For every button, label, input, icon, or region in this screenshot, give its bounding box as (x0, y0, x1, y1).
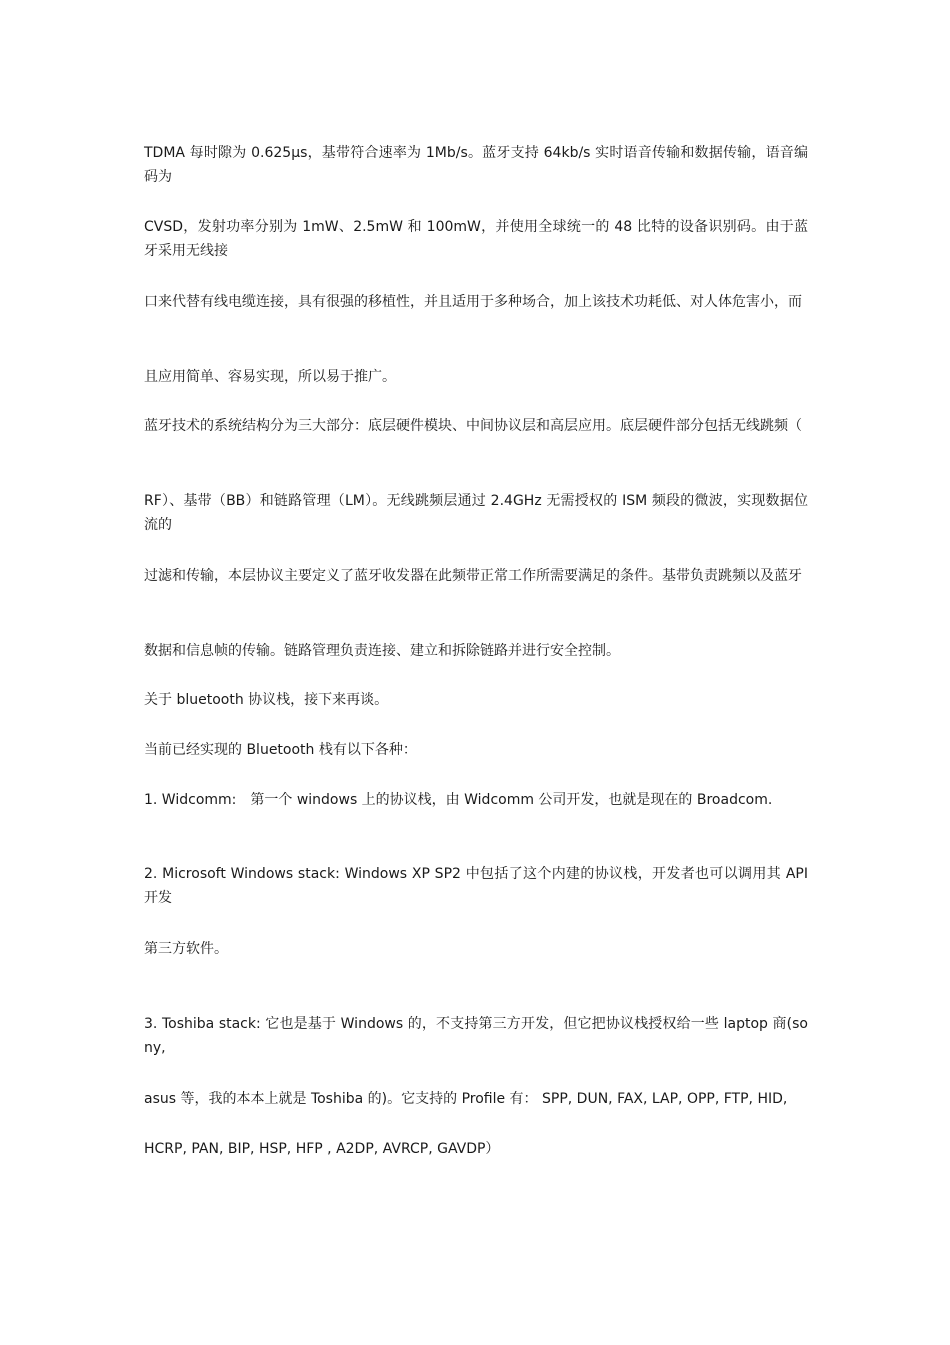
paragraph-interface: 口来代替有线电缆连接，具有很强的移植性，并且适用于多种场合，加上该技术功耗低、对人体危害小，而 (144, 294, 802, 310)
list-item-toshiba-stack: 3. Toshiba stack: 它也是基于 Windows 的，不支持第三方开发，但它把协议栈授权给一些 laptop 商(sony, (144, 1016, 808, 1056)
list-item-microsoft-stack: 2. Microsoft Windows stack: Windows XP SP2 中包括了这个内建的协议栈，开发者也可以调用其 API 开发 (144, 866, 808, 906)
paragraph-tdma: TDMA 每时隙为 0.625μs，基带符合速率为 1Mb/s。蓝牙支持 64kb/s 实时语音传输和数据传输，语音编码为 (144, 145, 808, 185)
paragraph-third-party: 第三方软件。 (144, 941, 228, 957)
paragraph-architecture: 蓝牙技术的系统结构分为三大部分：底层硬件模块、中间协议层和高层应用。底层硬件部分包括无线跳频（ (144, 418, 802, 434)
paragraph-profiles: asus 等，我的本本上就是 Toshiba 的)。它支持的 Profile 有： SPP, DUN, FAX, LAP, OPP, FTP, HID, (144, 1091, 788, 1107)
paragraph-cvsd: CVSD，发射功率分别为 1mW、2.5mW 和 100mW，并使用全球统一的 48 比特的设备识别码。由于蓝牙采用无线接 (144, 219, 808, 259)
paragraph-stack-intro: 关于 bluetooth 协议栈，接下来再谈。 (144, 692, 389, 708)
paragraph-filtering: 过滤和传输，本层协议主要定义了蓝牙收发器在此频带正常工作所需要满足的条件。基带负责跳频以及蓝牙 (144, 568, 802, 584)
paragraph-promotion: 且应用简单、容易实现，所以易于推广。 (144, 369, 396, 385)
paragraph-link-management: 数据和信息帧的传输。链路管理负责连接、建立和拆除链路并进行安全控制。 (144, 643, 620, 659)
paragraph-rf-baseband: RF）、基带（BB）和链路管理（LM）。无线跳频层通过 2.4GHz 无需授权的 ISM 频段的微波，实现数据位流的 (144, 493, 808, 533)
paragraph-stack-list-heading: 当前已经实现的 Bluetooth 栈有以下各种： (144, 742, 417, 758)
list-item-widcomm: 1. Widcomm: 第一个 windows 上的协议栈，由 Widcomm 公司开发，也就是现在的 Broadcom. (144, 792, 773, 808)
paragraph-profiles-continued: HCRP, PAN, BIP, HSP, HFP , A2DP, AVRCP, GAVDP） (144, 1141, 500, 1157)
